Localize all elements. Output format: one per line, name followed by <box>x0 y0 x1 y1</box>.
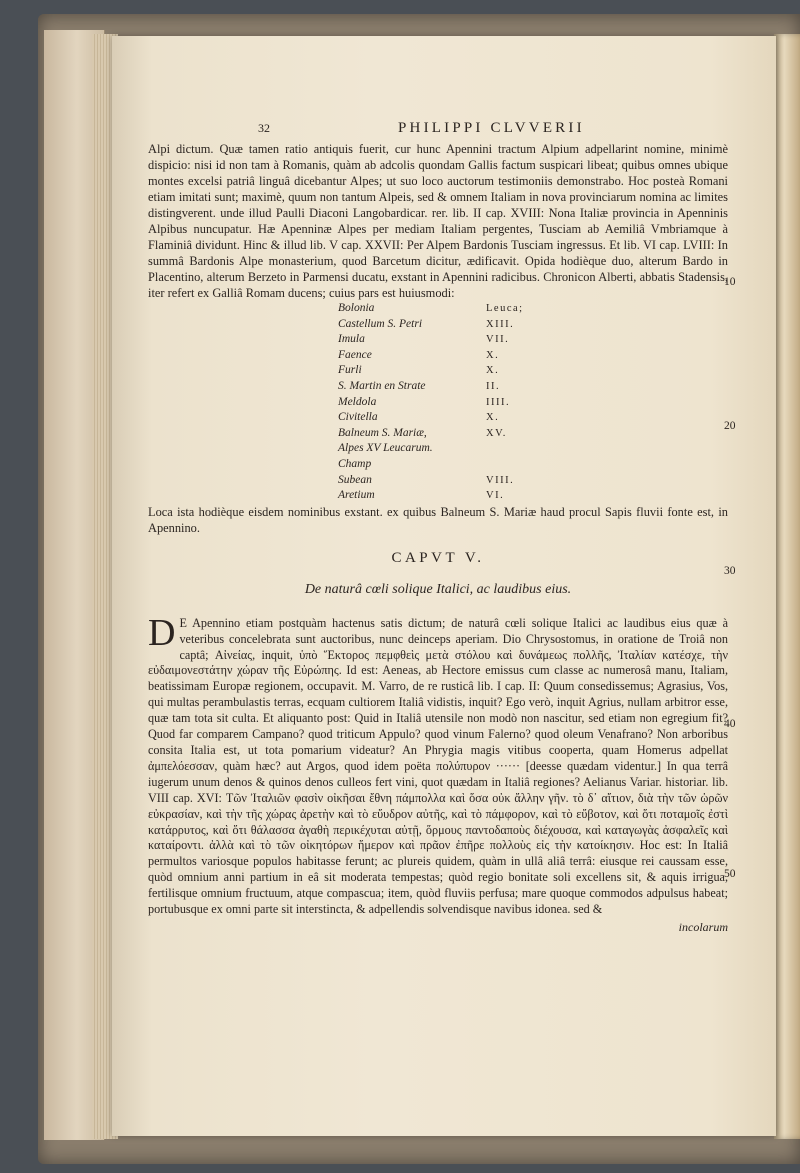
itinerary-distance: X. <box>486 365 500 377</box>
paragraph-3: E Apennino etiam postquàm hactenus satis dictum; de naturâ cœli solique Italici ac laudibus eius quæ à veteribus concelebrata sunt auctoribus, nunc deinceps aperiam. Dio Chrysostomus, in oratione de Troiâ non captâ; Αἰνείας, inquit, ὑπὸ Ἕκτορος πεμφθεὶς μετὰ στόλου καὶ δυνάμεως πολλῆς, Ἰταλίαν κατέσχε, τὴν εὐδαιμονεστάτην χώραν τῆς Εὐρώπης. Id est: Aeneas, ab Hectore emissus cum classe ac numerosâ manu, Italiam, beatissimam Europæ regionem, occupavit. M. Varro, de re rusticâ lib. I cap. II: Quum consedissemus; Agrasius, Vos, qui multas perambulastis terras, ecquam cultiorem Italiâ vidistis, inquit? Ego verò, inquit Agrius, nullam arbitror esse, quæ tam tota sit culta. Et aliquanto post: Quid in Italiâ utensile non modò non nascitur, sed etiam non egregium fit? Quod far comparem Campano? quod triticum Appulo? quod vinum Falerno? quod oleum Venafrano? Non arboribus consita Italia est, ut tota pomarium videatur? An Phrygia magis vitibus cooperta, quam Homerus adpellat ἀμπελόεσσαν, quàm hæc? aut Argos, quod idem poëta πολύπυρον ······ [deesse quædam videntur.] In qua terrâ iugerum unum denos & quinos denos culleos fert vini, quot quædam in Italiâ regiones? Aelianus Variar. historiar. lib. VIII cap. XVI: Τῶν Ἰταλιῶν φασὶν οἰκῆσαι ἔθνη πάμπολλα καὶ ὅσα οὐκ ἄλλην γῆν. τὸ δ᾽ αἴτιον, διὰ τὴν τῶν ὡρῶν εὐκρασίαν, καὶ τὴν τῆς χώρας ἀρετὴν καὶ τὸ εὔυδρον αὐτῆς, καὶ τὸ πάμφορον, καὶ τὸ εὔβοτον, καὶ ὅτι ποταμοῖς ἐστὶ κατάρρυτος, καὶ ὅτι θάλασσα ἀγαθὴ περικέχυται αὐτῇ, ὅρμους παντοδαποὺς διέχουσα, καὶ καταγωγὰς ἀσφαλεῖς καὶ καταίροντι. ἀλλὰ καὶ τὸ τῶν οἰκητόρων ἥμερον καὶ πρᾶον ἐπῆρε πολλοὺς εἰς τὴν κατοίκησιν. Hoc est: In Italiâ permultos variosque populos habitasse ferunt; ac plureis quidem, quàm in ullâ aliâ terrâ: eiusque rei caussam esse, quòd omnium anni partium in eâ sit moderata tempestas; quòd regio bonitate soli excellens sit, & aquis irrigua, fertilisque omnium fructuum, atque compascua; item, quòd fluviis perfusa; mare quoque commodos adpulsus habeat; portubusque ex omni parte sit interstincta, & adpellendis solvendisque navibus idonea. sed & <box>148 615 728 917</box>
itinerary-distance <box>486 441 606 457</box>
paragraph-1: Alpi dictum. Quæ tamen ratio antiquis fuerit, cur hunc Apennini tractum Alpium adpellarint nomine, minimè dispicio: nisi id non tam à Romanis, quàm ab adcolis quondam Gallis factum suspicari libeat; quibus omnes ubique montes excelsi patriâ linguâ dicebantur Alpes; ut suo loco auctorum testimoniis demonstrabo. Hoc posteà Romani etiam imitati sunt; maximè, quum non tantum Alpeis, sed & omnem Italiam in nova provinciarum nomina ac limites distingverent. unde illud Paulli Diaconi Langobardicar. rer. lib. II cap. XVIII: Nona Italiæ provincia in Apenninis Alpibus nuncupatur. Hæ Apenninæ Alpes per mediam Italiam pergentes, Tusciam ab Aemiliâ Vmbriamque à Flaminiâ dividunt. Hinc & illud lib. V cap. XXVII: Per Alpem Bardonis Tusciam ingressus. Et lib. VI cap. LVIII: In summâ Bardonis Alpe monasterium, quod Barcetum dicitur, ædificavit. Opida hodièque duo, alterum Bardo in Placentino, alterum Berzeto in Parmensi ducatu, exstant in Apennini radicibus. Chronicon Alberti, abbatis Stadensis, iter refert ex Galliâ Romam ducens; cuius pars est huiusmodi: <box>148 142 728 300</box>
itinerary-place: Castellum S. Petri <box>338 317 423 330</box>
itinerary-distance: X. <box>486 349 500 361</box>
line-number-20: 20 <box>724 420 736 432</box>
page-number: 32 <box>258 121 270 135</box>
line-number-50: 50 <box>724 868 736 880</box>
catchword: incolarum <box>678 919 728 934</box>
itinerary-place: Subean <box>338 473 372 486</box>
itinerary-distance: X. <box>486 412 500 424</box>
itinerary-place: Imula <box>338 333 365 346</box>
right-page-stack <box>774 34 800 1139</box>
line-number-10: 10 <box>724 276 736 288</box>
chapter-body <box>148 611 728 918</box>
itinerary-distance: II. <box>486 380 501 392</box>
paragraph-2: Loca ista hodièque eisdem nominibus exstant. ex quibus Balneum S. Mariæ haud procul Sapis fluvii fonte est, in Apennino. <box>148 504 728 535</box>
chapter-subtitle: De naturâ cœli solique Italici, ac laudibus eius. <box>304 581 572 597</box>
itinerary-place: Faence <box>338 348 372 361</box>
itinerary-distance: VI. <box>486 490 505 502</box>
page-header <box>258 120 728 140</box>
chapter-title: CAPVT V. <box>391 549 485 566</box>
itinerary-place: Aretium <box>338 489 375 502</box>
itinerary-distance: Leuca; <box>486 303 524 314</box>
page-text <box>148 120 728 935</box>
itinerary-place: Balneum S. Mariæ, <box>338 426 427 439</box>
line-number-40: 40 <box>724 718 736 730</box>
itinerary-distance: XIII. <box>486 318 515 330</box>
itinerary-place: Meldola <box>338 395 377 408</box>
itinerary-distance <box>486 457 606 473</box>
itinerary-distance: IIII. <box>486 396 511 408</box>
itinerary-place: S. Martin en Strate <box>338 379 426 392</box>
itinerary-distance: XV. <box>486 427 507 439</box>
running-head: PHILIPPI CLVVERII <box>398 120 585 136</box>
itinerary-place: Furli <box>338 364 362 377</box>
itinerary-place: Alpes XV Leucarum. <box>338 442 433 455</box>
itinerary-list <box>338 301 728 504</box>
itinerary-place: Champ <box>338 457 372 470</box>
itinerary-distance: VIII. <box>486 474 515 486</box>
itinerary-place: Civitella <box>338 411 378 424</box>
drop-cap: D <box>148 611 176 654</box>
line-number-30: 30 <box>724 565 736 577</box>
itinerary-distance: VII. <box>486 334 510 346</box>
itinerary-place: Bolonia <box>338 302 375 314</box>
